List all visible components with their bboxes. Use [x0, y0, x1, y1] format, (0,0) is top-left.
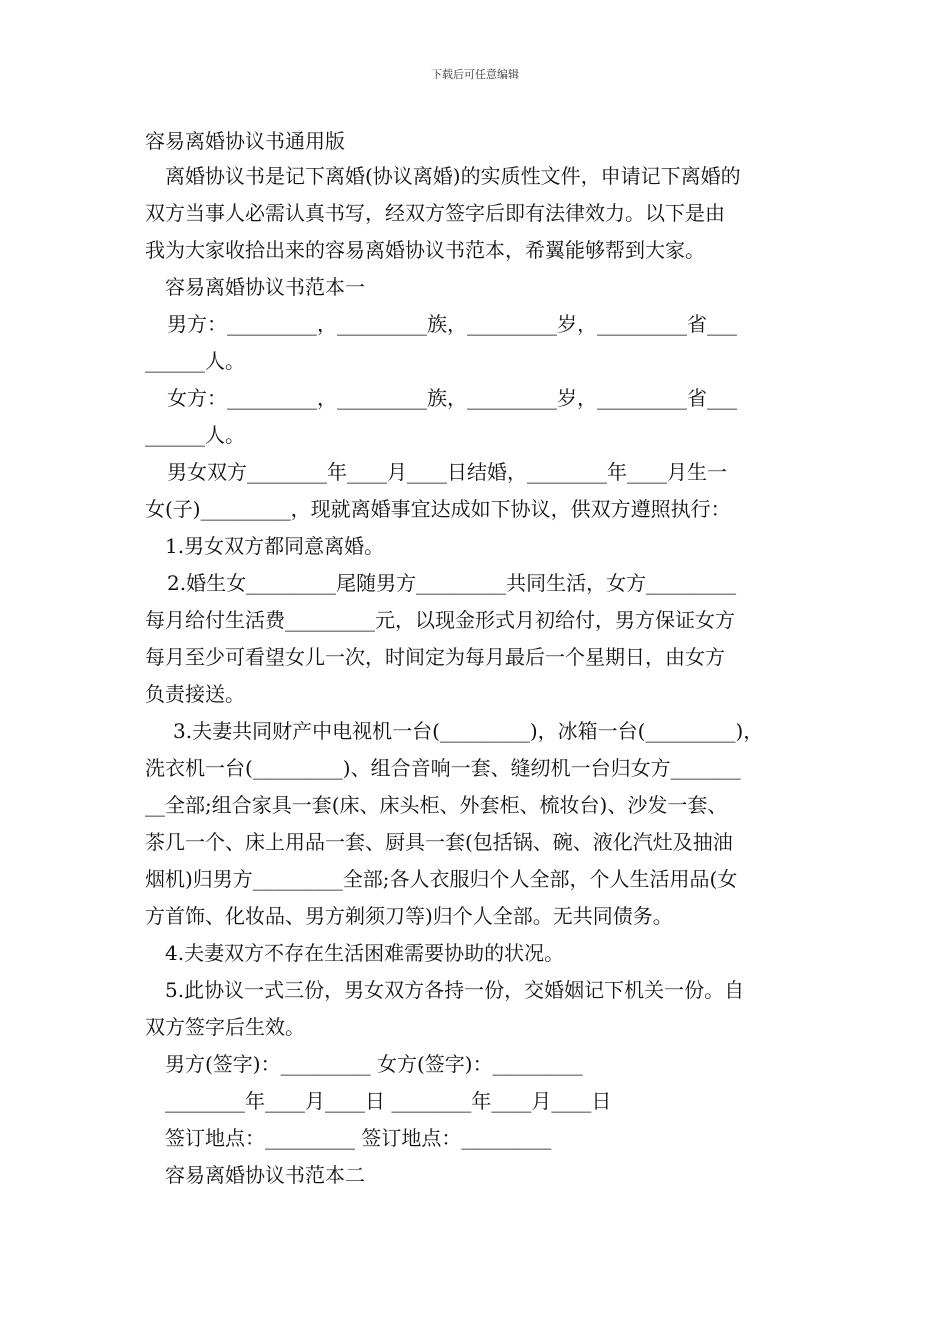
- marriage-line-1: 男女双方________年____月____日结婚，________年____月生一: [167, 460, 727, 484]
- intro-line-2: 双方当事人必需认真书写，经双方签字后即有法律效力。以下是由: [145, 201, 725, 225]
- clause-3-line-5: 烟机)归男方_________全部;各人衣服归个人全部，个人生活用品(女: [145, 867, 738, 891]
- clause-2-line-2: 每月给付生活费_________元，以现金形式月初给付，男方保证女方: [145, 608, 735, 632]
- clause-3-line-3: __全部;组合家具一套(床、床头柜、外套柜、梳妆台)、沙发一套、: [145, 793, 728, 817]
- date-line: ________年____月____日 ________年____月____日: [165, 1089, 612, 1113]
- clause-5-line-2: 双方签字后生效。: [145, 1015, 305, 1039]
- clause-2-line-4: 负责接送。: [145, 682, 245, 706]
- intro-line-3: 我为大家收拾出来的容易离婚协议书范本，希翼能够帮到大家。: [145, 238, 705, 262]
- clause-1: 1.男女双方都同意离婚。: [165, 534, 385, 558]
- marriage-line-2: 女(子)_________，现就离婚事宜达成如下协议，供双方遵照执行：: [145, 497, 731, 521]
- document-title: 容易离婚协议书通用版: [145, 129, 345, 153]
- clause-3-line-6: 方首饰、化妆品、男方剃须刀等)归个人全部。无共同债务。: [145, 904, 673, 928]
- signing-place-line: 签订地点：_________ 签订地点：_________: [165, 1126, 552, 1150]
- female-info-line-1: 女方：_________，_________族，_________岁，_________省___: [167, 386, 737, 410]
- clause-2-line-1: 2.婚生女_________尾随男方_________共同生活，女方_________: [167, 571, 737, 595]
- sample1-heading: 容易离婚协议书范本一: [165, 275, 365, 299]
- clause-3-line-2: 洗衣机一台(_________)、组合音响一套、缝纫机一台归女方_______: [145, 756, 741, 780]
- female-info-line-2: ______人。: [145, 423, 245, 447]
- male-info-line-2: ______人。: [145, 349, 245, 373]
- male-info-line-1: 男方：_________，_________族，_________岁，_________省___: [167, 312, 737, 336]
- document-body: [145, 126, 813, 1194]
- clause-2-line-3: 每月至少可看望女儿一次，时间定为每月最后一个星期日，由女方: [145, 645, 725, 669]
- signature-line: 男方(签字)：_________ 女方(签字)：_________: [165, 1052, 583, 1076]
- clause-4: 4.夫妻双方不存在生活困难需要协助的状况。: [165, 941, 565, 965]
- clause-3-line-4: 茶几一个、床上用品一套、厨具一套(包括锅、碗、液化汽灶及抽油: [145, 830, 733, 854]
- header-note: 下载后可任意编辑: [431, 68, 519, 81]
- intro-line-1: 离婚协议书是记下离婚(协议离婚)的实质性文件，申请记下离婚的: [165, 164, 741, 188]
- clause-3-line-1: 3.夫妻共同财产中电视机一台(_________)，冰箱一台(_________)，: [173, 719, 764, 743]
- sample2-heading: 容易离婚协议书范本二: [165, 1163, 365, 1187]
- clause-5-line-1: 5.此协议一式三份，男女双方各持一份，交婚姻记下机关一份。自: [165, 978, 745, 1002]
